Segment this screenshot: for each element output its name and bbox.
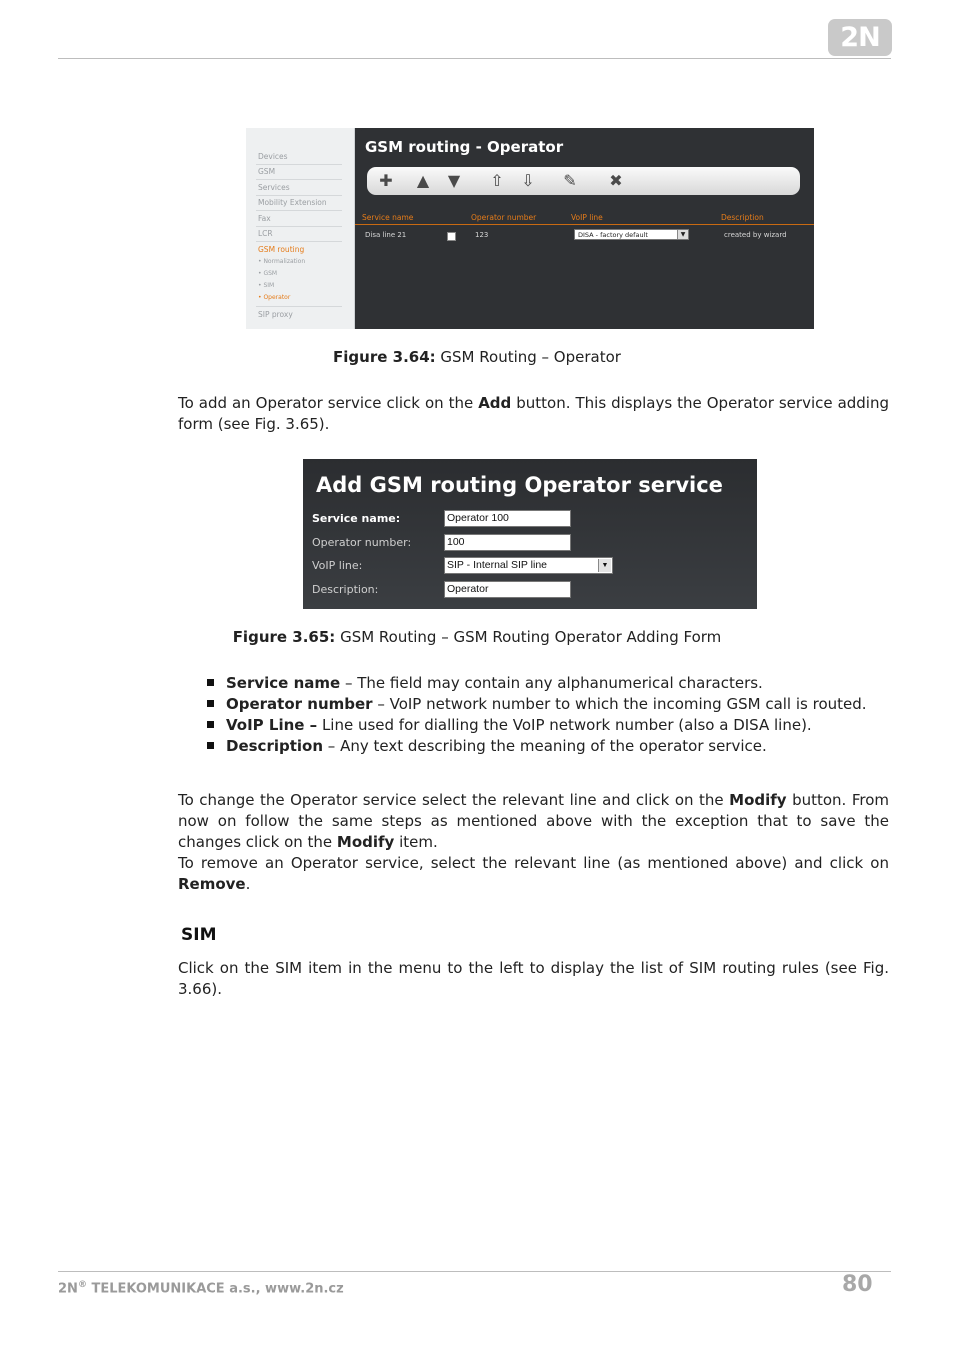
voip-line-value: DISA - factory default: [578, 231, 648, 239]
bold-text: Modify: [729, 791, 787, 809]
sidebar-subitem-sim[interactable]: • SIM: [258, 282, 275, 289]
brand: 2N: [58, 1281, 78, 1297]
list-item: [206, 715, 889, 736]
figure-caption: [0, 628, 954, 646]
caption-text: GSM Routing – GSM Routing Operator Adding Form: [335, 628, 722, 646]
field-description-list: [206, 673, 889, 757]
toolbar: [367, 167, 800, 195]
cell-service-name[interactable]: Disa line 21: [365, 231, 407, 239]
bold-text: Modify: [336, 833, 395, 851]
sidebar-divider: [256, 306, 342, 307]
text: button. This displays the Operator service adding form (see Fig. 3.65).: [178, 394, 889, 433]
registered-mark: ®: [77, 1280, 87, 1290]
sidebar-item-mobility-extension[interactable]: Mobility Extension: [258, 198, 327, 207]
move-down-icon[interactable]: ▼: [447, 171, 461, 190]
bold-text: Description: [226, 737, 324, 755]
text: – VoIP network number to which the incoming GSM call is routed.: [372, 695, 867, 713]
remove-icon[interactable]: ✖: [609, 171, 623, 190]
move-bottom-icon[interactable]: ⇩: [521, 171, 535, 190]
sidebar-subitem-gsm[interactable]: • GSM: [258, 270, 278, 277]
service-name-label: Service name:: [312, 512, 401, 525]
text: To remove an Operator service, select the relevant line (as mentioned above) and click on: [178, 854, 889, 872]
sidebar-divider: [256, 195, 342, 196]
sidebar-item-sip-proxy[interactable]: SIP proxy: [258, 310, 293, 319]
voip-line-value: SIP - Internal SIP line: [447, 559, 548, 571]
text: – Any text describing the meaning of the operator service.: [323, 737, 767, 755]
sidebar-divider: [256, 241, 342, 242]
voip-line-select[interactable]: [444, 557, 613, 574]
modify-icon[interactable]: ✎: [563, 171, 577, 190]
move-up-icon[interactable]: ▲: [416, 171, 430, 190]
sidebar-item-services[interactable]: Services: [258, 183, 290, 192]
text: item.: [394, 833, 438, 851]
footer-divider: [58, 1271, 891, 1272]
chevron-down-icon: ▼: [598, 559, 611, 572]
sidebar-item-fax[interactable]: Fax: [258, 214, 271, 223]
content-panel: [355, 128, 814, 329]
bold-text: Remove: [178, 875, 246, 893]
chevron-down-icon: ▼: [677, 230, 688, 239]
section-heading-sim: SIM: [181, 925, 217, 945]
sidebar-divider: [256, 210, 342, 211]
text: To add an Operator service click on the: [178, 394, 479, 412]
figure-add-operator-form: [303, 459, 757, 609]
figure-caption: [0, 348, 954, 366]
operator-number-input[interactable]: 100: [444, 534, 571, 551]
sidebar-divider: [256, 226, 342, 227]
move-top-icon[interactable]: ⇧: [490, 171, 504, 190]
text: To change the Operator service select the relevant line and click on the: [178, 791, 730, 809]
sidebar-divider: [256, 164, 342, 165]
row-checkbox[interactable]: [447, 232, 456, 241]
text: – The field may contain any alphanumerical characters.: [340, 674, 763, 692]
description-input[interactable]: Operator: [444, 581, 571, 598]
caption-label: Figure 3.65:: [232, 628, 336, 646]
sidebar-menu: [246, 128, 355, 329]
caption-label: Figure 3.64:: [333, 348, 436, 366]
sidebar-item-gsm-routing[interactable]: GSM routing: [258, 245, 305, 254]
column-header: Description: [721, 213, 764, 222]
service-name-input[interactable]: Operator 100: [444, 510, 571, 527]
list-item: [206, 673, 889, 694]
sidebar-subitem-normalization[interactable]: • Normalization: [258, 258, 306, 265]
cell-operator-number[interactable]: 123: [475, 231, 489, 239]
company-website: TELEKOMUNIKACE a.s., www.2n.cz: [86, 1281, 344, 1297]
text: .: [245, 875, 251, 893]
text: Line used for dialling the VoIP network number (also a DISA line).: [317, 716, 812, 734]
footer-text: [58, 1280, 344, 1296]
description-label: Description:: [312, 583, 379, 596]
header-divider: [58, 58, 891, 59]
2n-logo: 2N: [828, 19, 892, 56]
form-title: Add GSM routing Operator service: [316, 473, 723, 497]
list-item: [206, 736, 889, 757]
paragraph-add: [178, 393, 889, 435]
text: button. From now on follow the same steps as mentioned above with the exception that to save the changes click on the: [178, 791, 889, 851]
column-header: Service name: [362, 213, 414, 222]
paragraph-sim: Click on the SIM item in the menu to the left to display the list of SIM routing rules (see Fig. 3.66).: [178, 959, 889, 998]
bold-text: Operator number: [226, 695, 373, 713]
sidebar-item-devices[interactable]: Devices: [258, 152, 288, 161]
sidebar-item-lcr[interactable]: LCR: [258, 229, 273, 238]
paragraph-modify-remove: [178, 790, 889, 895]
column-header: Operator number: [471, 213, 537, 222]
column-header: VoIP line: [571, 213, 603, 222]
voip-line-label: VoIP line:: [312, 559, 363, 572]
caption-text: GSM Routing – Operator: [435, 348, 621, 366]
add-icon[interactable]: ✚: [379, 171, 393, 190]
figure-gsm-routing-operator: [246, 128, 814, 329]
sidebar-item-gsm[interactable]: GSM: [258, 167, 276, 176]
cell-description[interactable]: created by wizard: [724, 231, 787, 239]
voip-line-select[interactable]: [574, 229, 689, 240]
panel-title: GSM routing - Operator: [365, 138, 564, 156]
operator-number-label: Operator number:: [312, 536, 412, 549]
bold-text: VoIP Line –: [226, 716, 318, 734]
bold-text: Add: [478, 394, 512, 412]
sidebar-divider: [256, 179, 342, 180]
sidebar-subitem-operator[interactable]: • Operator: [258, 294, 291, 301]
page-number: 80: [842, 1272, 873, 1297]
table-header: [355, 211, 814, 225]
bold-text: Service name: [226, 674, 341, 692]
list-item: [206, 694, 889, 715]
